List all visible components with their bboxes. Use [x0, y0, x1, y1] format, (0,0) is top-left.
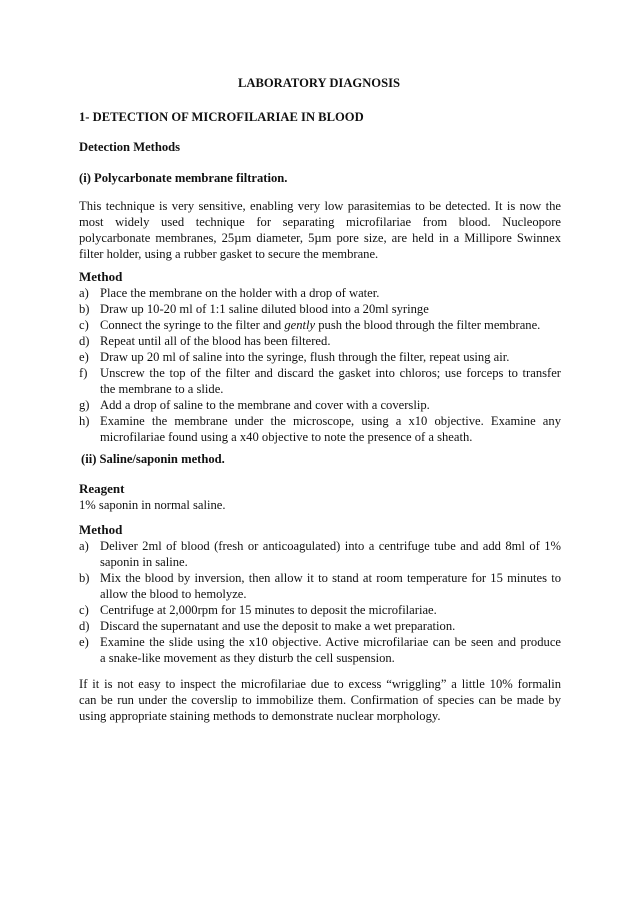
reagent-label: Reagent — [79, 481, 125, 496]
item-key: a) — [79, 286, 89, 300]
item-text: Place the membrane on the holder with a drop of water. — [100, 286, 380, 300]
item-text: Centrifuge at 2,000rpm for 15 minutes to deposit the microfilariae. — [100, 603, 437, 617]
item-key: e) — [79, 350, 89, 364]
item-text: Deliver 2ml of blood (fresh or anticoagulated) into a centrifuge tube and add 8ml of 1% — [100, 539, 561, 553]
method2-heading: (ii) Saline/saponin method. — [81, 452, 225, 466]
item-key: c) — [79, 603, 89, 617]
item-key: g) — [79, 398, 90, 412]
item-text: Examine the membrane under the microscope, using a x10 objective. Examine any — [100, 414, 561, 428]
item-key: b) — [79, 302, 90, 316]
item-text: microfilariae found using a x40 objective to note the presence of a sheath. — [100, 430, 473, 444]
closing-paragraph — [79, 676, 561, 724]
reagent-text: 1% saponin in normal saline. — [79, 498, 226, 512]
list-item — [79, 397, 561, 413]
item-key: e) — [79, 635, 89, 649]
item-key: b) — [79, 571, 90, 585]
item-text: saponin in saline. — [100, 555, 188, 569]
item-key: f) — [79, 366, 88, 380]
item-key: d) — [79, 334, 90, 348]
list-item — [79, 570, 561, 602]
item-text: Draw up 10-20 ml of 1:1 saline diluted blood into a 20ml syringe — [100, 302, 429, 316]
text-line: can be run under the coverslip to immobilize them. Confirmation of species can be made by — [79, 693, 561, 707]
text-line: If it is not easy to inspect the microfilariae due to excess “wriggling” a little 10% formalin — [79, 677, 561, 691]
item-text: Unscrew the top of the filter and discard the gasket into chloros; use forceps to transfer — [100, 366, 561, 380]
item-text: Add a drop of saline to the membrane and cover with a coverslip. — [100, 398, 430, 412]
list-item — [79, 413, 561, 445]
list-item — [79, 349, 561, 365]
list-item — [79, 301, 561, 317]
item-text: Discard the supernatant and use the deposit to make a wet preparation. — [100, 619, 456, 633]
list-item — [79, 602, 561, 618]
list-item — [79, 285, 561, 301]
method2-method-label: Method — [79, 522, 123, 537]
item-text: Draw up 20 ml of saline into the syringe, flush through the filter, repeat using air. — [100, 350, 510, 364]
item-text-part: push the blood through the filter membrane. — [315, 318, 541, 332]
item-text: a snake-like movement as they disturb the cell suspension. — [100, 651, 395, 665]
item-text: Mix the blood by inversion, then allow it to stand at room temperature for 15 minutes to — [100, 571, 561, 585]
list-item — [79, 333, 561, 349]
method2-steps-list — [79, 538, 561, 666]
text-line: This technique is very sensitive, enabling very low parasitemias to be detected. It is now the — [79, 199, 561, 213]
item-key: h) — [79, 414, 90, 428]
text-line: using appropriate staining methods to demonstrate nuclear morphology. — [79, 709, 441, 723]
method1-steps-list — [79, 285, 561, 445]
list-item — [79, 538, 561, 570]
item-text — [100, 317, 561, 333]
item-text-emphasis: gently — [284, 318, 316, 332]
method1-heading: (i) Polycarbonate membrane filtration. — [79, 171, 288, 185]
item-text-part: Connect the syringe to the filter and — [100, 318, 285, 332]
item-key: c) — [79, 318, 89, 332]
item-text: Repeat until all of the blood has been filtered. — [100, 334, 331, 348]
text-line: polycarbonate membranes, 25µm diameter, 5µm pore size, are held in a Millipore Swinnex — [79, 231, 561, 245]
item-key: d) — [79, 619, 90, 633]
section-heading: 1- DETECTION OF MICROFILARIAE IN BLOOD — [79, 110, 364, 124]
page-title: LABORATORY DIAGNOSIS — [237, 76, 401, 90]
list-item — [79, 317, 561, 333]
item-text: the membrane to a slide. — [100, 382, 224, 396]
list-item — [79, 618, 561, 634]
method1-method-label: Method — [79, 269, 123, 284]
list-item — [79, 365, 561, 397]
text-line: filter holder, using a rubber gasket to secure the membrane. — [79, 247, 379, 261]
method1-intro-paragraph — [79, 198, 561, 262]
item-key: a) — [79, 539, 89, 553]
item-text: Examine the slide using the x10 objective. Active microfilariae can be seen and produce — [100, 635, 561, 649]
item-text: allow the blood to hemolyze. — [100, 587, 247, 601]
text-line: most widely used technique for separating microfilariae from blood. Nucleopore — [79, 215, 561, 229]
list-item — [79, 634, 561, 666]
subheading-detection-methods: Detection Methods — [79, 140, 181, 154]
